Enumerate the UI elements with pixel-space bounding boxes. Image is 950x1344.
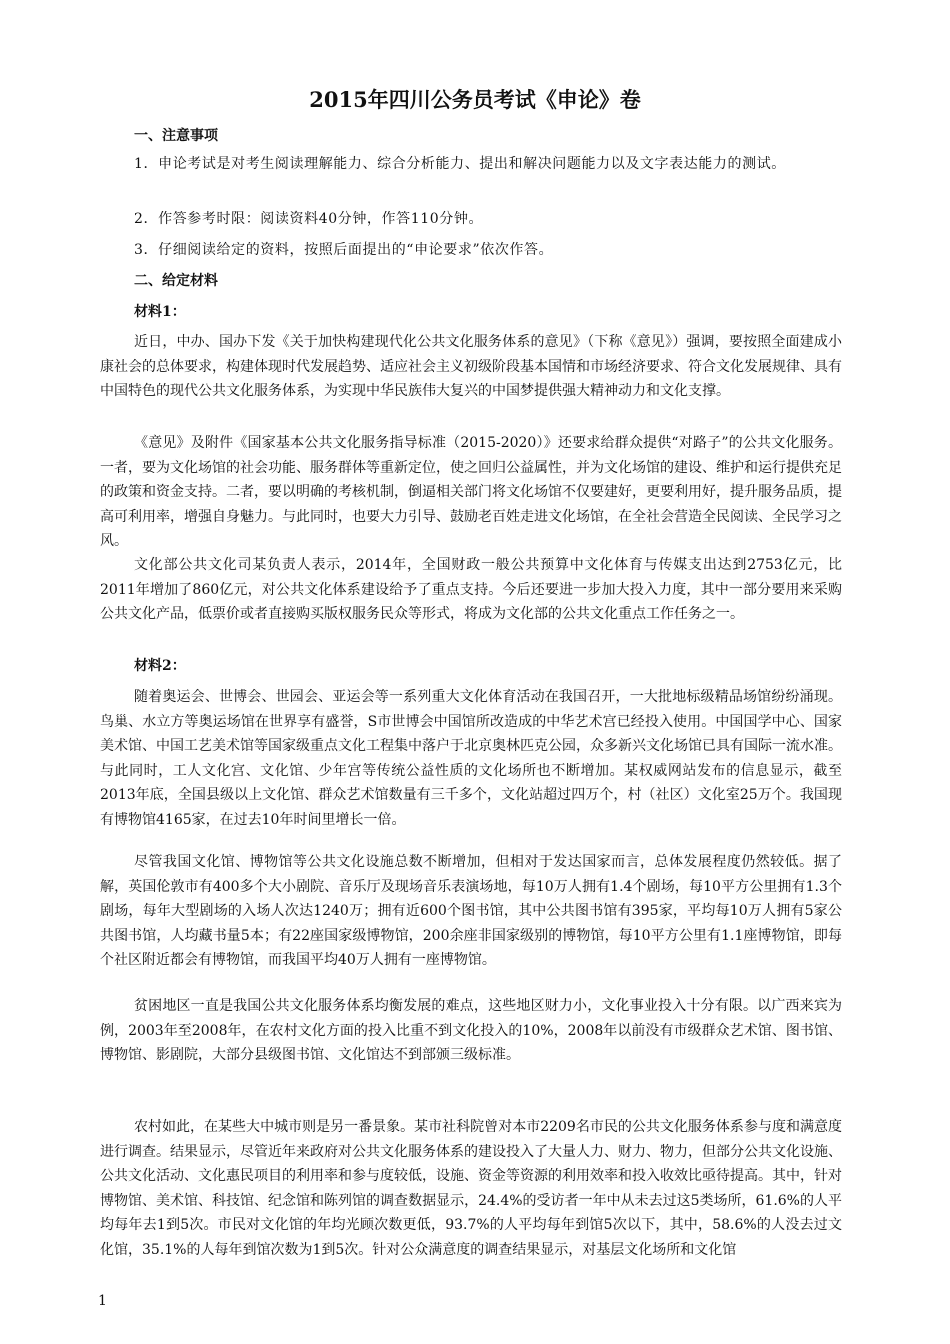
notice-item-3: 3．仔细阅读给定的资料，按照后面提出的“申论要求”依次作答。 — [134, 242, 554, 258]
notice-item-2: 2．作答参考时限：阅读资料40分钟，作答110分钟。 — [134, 211, 484, 227]
section-heading-notice: 一、注意事项 — [134, 128, 218, 144]
material-1-paragraph-3: 文化部公共文化司某负责人表示，2014年，全国财政一般公共预算中文化体育与传媒支出达到2753亿元，比2011年增加了860亿元，对公共文化体系建设给予了重点支持。今后还要进一步加大投入力度，其中一部分要用来采购公共文化产品，低票价或者直接购买版权服务民众等形式，将成为文化部的公共文化重点工作任务之一。 — [100, 557, 842, 623]
material-1-label: 材料1： — [134, 304, 186, 320]
material-2-paragraph-2: 尽管我国文化馆、博物馆等公共文化设施总数不断增加，但相对于发达国家而言，总体发展程度仍然较低。据了解，英国伦敦市有400多个大小剧院、音乐厅及现场音乐表演场地，每10万人拥有1.4个剧场，每10平方公里拥有1.3个剧场，每年大型剧场的入场人次达1240万；拥有近600个图书馆，其中公共图书馆有395家，平均每10万人拥有5家公共图书馆，人均藏书量5本；有22座国家级博物馆，200余座非国家级别的博物馆，每10平方公里有1.1座博物馆，即每个社区附近都会有博物馆，而我国平均40万人拥有一座博物馆。 — [100, 854, 842, 969]
material-2-paragraph-3: 贫困地区一直是我国公共文化服务体系均衡发展的难点，这些地区财力小，文化事业投入十分有限。以广西来宾为例，2003年至2008年，在农村文化方面的投入比重不到文化投入的10%，2008年以前没有市级群众艺术馆、图书馆、博物馆、影剧院，大部分县级图书馆、文化馆达不到部颁三级标准。 — [100, 998, 842, 1064]
material-1-paragraph-2: 《意见》及附件《国家基本公共文化服务指导标准（2015-2020）》还要求给群众提供“对路子”的公共文化服务。一者，要为文化场馆的社会功能、服务群体等重新定位，使之回归公益属性，并为文化场馆的建设、维护和运行提供充足的政策和资金支持。二者，要以明确的考核机制，倒逼相关部门将文化场馆不仅要建好，更要利用好，提升服务品质，提高可利用率，增强自身魅力。与此同时，也要大力引导、鼓励老百姓走进文化场馆，在全社会营造全民阅读、全民学习之风。 — [100, 435, 842, 550]
material-2-paragraph-1: 随着奥运会、世博会、世园会、亚运会等一系列重大文化体育活动在我国召开，一大批地标级精品场馆纷纷涌现。鸟巢、水立方等奥运场馆在世界享有盛誉，S市世博会中国馆所改造成的中华艺术宫已经投入使用。中国国学中心、国家美术馆、中国工艺美术馆等国家级重点文化工程集中落户于北京奥林匹克公园，众多新兴文化场馆已具有国际一流水准。与此同时，工人文化宫、文化馆、少年宫等传统公益性质的文化场所也不断增加。某权威网站发布的信息显示，截至2013年底，全国县级以上文化馆、群众艺术馆数量有三千多个，文化站超过四万个，村（社区）文化室25万个。我国现有博物馆4165家，在过去10年时间里增长一倍。 — [100, 689, 842, 828]
material-2-paragraph-4: 农村如此，在某些大中城市则是另一番景象。某市社科院曾对本市2209名市民的公共文化服务体系参与度和满意度进行调查。结果显示，尽管近年来政府对公共文化服务体系的建设投入了大量人力、财力、物力，但部分公共文化设施、公共文化活动、文化惠民项目的利用率和参与度较低，设施、资金等资源的利用效率和投入收效比亟待提高。其中，针对博物馆、美术馆、科技馆、纪念馆和陈列馆的调查数据显示，24.4%的受访者一年中从未去过这5类场所，61.6%的人平均每年去1到5次。市民对文化馆的年均光顾次数更低，93.7%的人平均每年到馆5次以下，其中，58.6%的人没去过文化馆，35.1%的人每年到馆次数为1到5次。针对公众满意度的调查结果显示，对基层文化场所和文化馆 — [100, 1119, 842, 1258]
notice-item-1: 1．申论考试是对考生阅读理解能力、综合分析能力、提出和解决问题能力以及文字表达能力的测试。 — [134, 156, 786, 172]
material-1-paragraph-1: 近日，中办、国办下发《关于加快构建现代化公共文化服务体系的意见》（下称《意见》）强调，要按照全面建成小康社会的总体要求，构建体现时代发展趋势、适应社会主义初级阶段基本国情和市场经济要求、符合文化发展规律、具有中国特色的现代公共文化服务体系，为实现中华民族伟大复兴的中国梦提供强大精神动力和文化支撑。 — [100, 334, 842, 400]
page-number: 1 — [98, 1293, 107, 1309]
material-2-label: 材料2： — [134, 658, 186, 674]
section-heading-materials: 二、给定材料 — [134, 273, 218, 289]
document-title: 2015年四川公务员考试《申论》卷 — [309, 87, 641, 112]
